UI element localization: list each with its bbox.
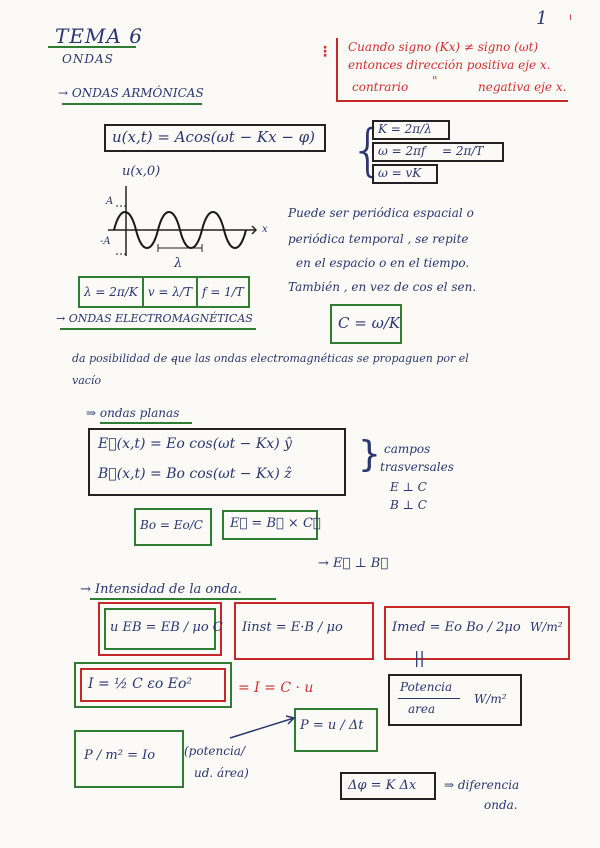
phase-formula: Δφ = K Δx — [348, 778, 417, 793]
relation-omega: ω = 2πf — [378, 144, 426, 158]
formula-table — [78, 276, 250, 308]
section-planas-underline — [100, 422, 192, 424]
graph-label-neg-a: -A — [100, 236, 111, 247]
formula-f: f = 1/T — [201, 285, 244, 299]
formula-lambda: λ = 2π/K — [80, 278, 144, 306]
note-line-1: Cuando signo (Kx) ≠ signo (ωt) — [348, 40, 539, 54]
e-field-equation: E⃗(x,t) = Eo cos(ωt − Kx) ŷ — [98, 436, 293, 452]
potencia-units: W/m² — [474, 692, 507, 706]
i-formula: I = ½ C εo Eo² — [88, 676, 192, 692]
section-em-underline — [60, 328, 256, 330]
section-armonicas: → ONDAS ARMÓNICAS — [58, 86, 204, 100]
graph-label-x: x — [262, 224, 268, 235]
page-number: 1 — [536, 8, 548, 29]
campos-2: trasversales — [380, 460, 454, 474]
wave-equation: u(x,t) = Acos(ωt − Kx − φ) — [112, 128, 316, 146]
phase-note-2: onda. — [484, 798, 518, 812]
note-line-2: entonces dirección positiva eje x. — [348, 58, 551, 72]
relation-k: K = 2π/λ — [378, 122, 432, 136]
potencia-denominator: area — [408, 702, 436, 716]
periodic-text-4: También , en vez de cos el sen. — [288, 280, 477, 294]
periodic-text-1: Puede ser periódica espacial o — [288, 206, 474, 220]
relation-v: ω = vK — [378, 166, 422, 180]
formula-v: v = λ/T — [144, 278, 198, 306]
bo-formula: Bo = Eo/C — [140, 518, 203, 532]
section-armonicas-underline — [62, 103, 202, 105]
em-text-2: vacío — [72, 374, 102, 387]
campos-brace: } — [358, 434, 381, 475]
c-formula: C = ω/K — [338, 314, 401, 332]
io-formula: P / m² = Io — [84, 748, 156, 763]
note-line-3-right: negativa eje x. — [478, 80, 567, 94]
i-equals-cu: = I = C · u — [238, 680, 314, 696]
campos-4: B ⊥ C — [390, 498, 427, 512]
title-underline — [48, 46, 136, 48]
page-title: TEMA 6 — [55, 24, 143, 48]
section-em: → ONDAS ELECTROMAGNÉTICAS — [56, 312, 253, 325]
graph-title: u(x,0) — [122, 164, 161, 179]
phase-note-1: ⇒ diferencia — [444, 778, 520, 792]
graph-label-a: A — [106, 196, 114, 207]
i-inst-formula: Iinst = E·B / μo — [242, 620, 343, 635]
section-planas: ⇒ ondas planas — [86, 406, 180, 420]
relations-brace: { — [350, 118, 386, 183]
margin-mark: ı — [569, 12, 572, 23]
graph-label-lambda: λ — [174, 256, 183, 271]
potencia-numerator: Potencia — [400, 680, 453, 694]
periodic-text-2: periódica temporal , se repite — [288, 232, 469, 246]
page-subtitle: ONDAS — [62, 52, 114, 66]
relation-omega-t: = 2π/T — [442, 144, 484, 158]
section-intensidad-underline — [90, 598, 276, 600]
note-line-3-quote: " — [432, 74, 438, 88]
arrow-to-p — [230, 712, 300, 742]
campos-3: E ⊥ C — [390, 480, 427, 494]
periodic-text-3: en el espacio o en el tiempo. — [296, 256, 470, 270]
i-med-units: W/m² — [530, 620, 563, 634]
parallel-mark: || — [414, 648, 425, 667]
em-text-1: da posibilidad de q̶ue las ondas electromagnéticas se propaguen por el — [72, 352, 469, 365]
perp-relation: → E⃗ ⊥ B⃗ — [318, 556, 389, 571]
b-field-equation: B⃗(x,t) = Bo cos(ωt − Kx) ẑ — [98, 466, 292, 482]
campos-1: campos — [384, 442, 431, 456]
p-formula: P = u / Δt — [300, 718, 364, 733]
potencia-fraction-line — [398, 698, 460, 699]
io-note-2: ud. área) — [194, 766, 249, 780]
note-line-3-left: contrario — [352, 80, 409, 94]
io-note-1: (potencia/ — [184, 744, 245, 758]
cross-formula: E⃗ = B⃗ × C⃗ — [230, 516, 321, 531]
u-eb-formula: u EB = EB / μo C — [110, 620, 223, 635]
i-med-formula: Imed = Eo Bo / 2μo — [392, 620, 521, 635]
note-bullet-icon: ⋮ — [318, 44, 332, 60]
section-intensidad: → Intensidad de la onda. — [80, 582, 242, 597]
